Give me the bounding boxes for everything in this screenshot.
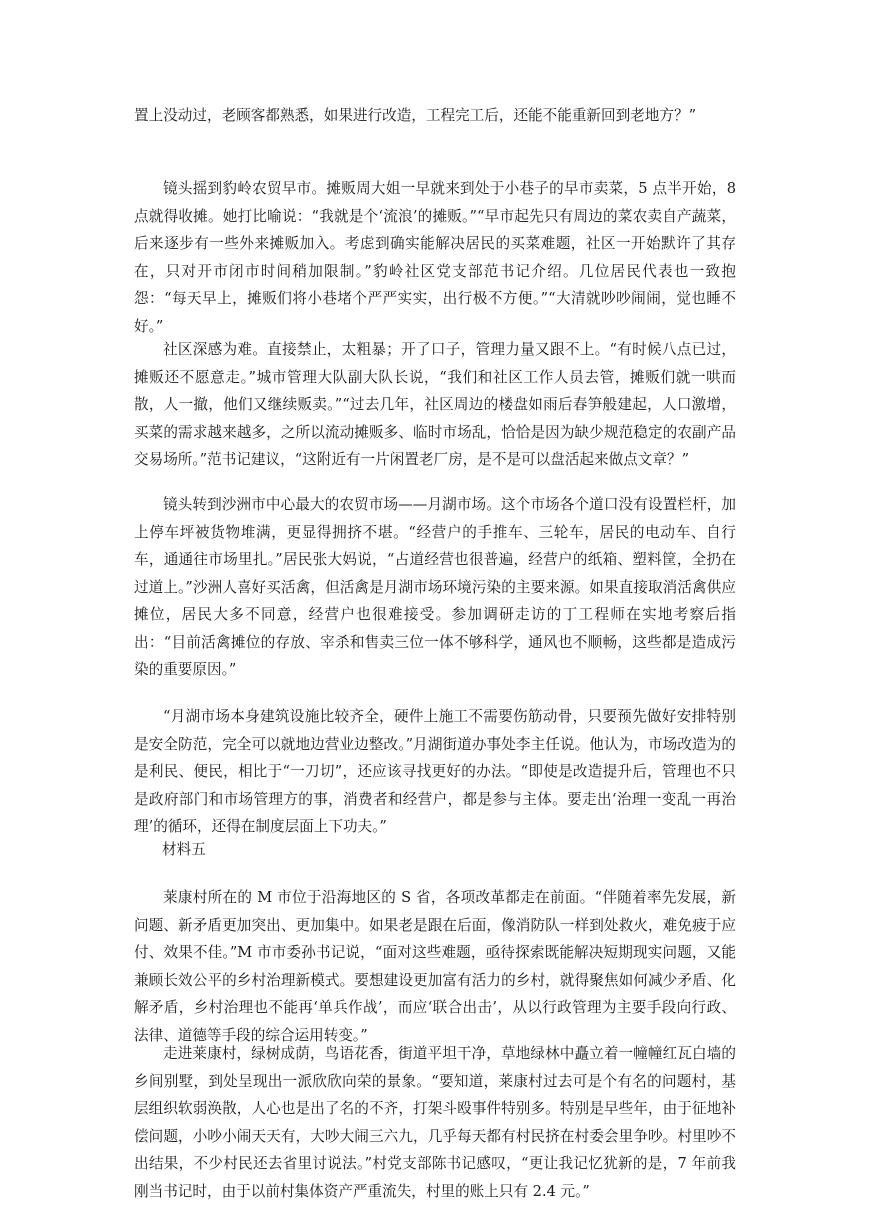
- paragraph-baoling-market: 镜头摇到豹岭农贸早市。摊贩周大姐一早就来到处于小巷子的早市卖菜，5 点半开始，8 点就得收摊。她打比喻说：“我就是个‘流浪’的摊贩。”“早市起先只有周边的菜农卖自产蔬菜，后来逐步有一些外来摊贩加入。考虑到确实能解决居民的买菜难题，社区一开始默许了其存在，只对开市闭市时间稍加限制。”豹岭社区党支部范书记介绍。几位居民代表也一致抱怨：“每天早上，摊贩们将小巷堵个严严实实，出行极不方便。”“大清就吵吵闹闹，觉也睡不好。”: [134, 180, 736, 335]
- paragraph-director-li: “月湖市场本身建筑设施比较齐全，硬件上施工不需要伤筋动骨，只要预先做好安排特别是安全防范，完全可以就地边营业边整改。”月湖街道办事处李主任说。他认为，市场改造为的是利民、便民，相比于“一刀切”，还应该寻找更好的办法。“即使是改造提升后，管理也不只是政府部门和市场管理方的事，消费者和经营户，都是参与主体。要走出‘治理一变乱一再治理’的循环，还得在制度层面上下功夫。”: [134, 708, 736, 835]
- paragraph-village-visit: 走进莱康村，绿树成荫，鸟语花香，街道平坦干净，草地绿林中矗立着一幢幢红瓦白墙的乡间别墅，到处呈现出一派欣欣向荣的景象。“要知道，莱康村过去可是个有名的问题村，基层组织软弱涣散，人心也是出了名的不齐，打架斗殴事件特别多。特别是早些年，由于征地补偿问题，小吵小闹天天有，大吵大闹三六九，几乎每天都有村民挤在村委会里争吵。村里吵不出结果，不少村民还去省里讨说法。”村党支部陈书记感叹，“更让我记忆犹新的是，7 年前我刚当书记时，由于以前村集体资产严重流失，村里的账上只有 2.4 元。”: [134, 1045, 736, 1200]
- section-heading-material-five: 材料五: [162, 841, 206, 858]
- paragraph-laikang-village: 莱康村所在的 M 市位于沿海地区的 S 省，各项改革都走在前面。“伴随着率先发展，新问题、新矛盾更加突出、更加集中。如果老是跟在后面，像消防队一样到处救火，难免疲于应付、效果不佳。”M 市市委孙书记说，“面对这些难题，亟待探索既能解决短期现实问题，又能兼顾长效公平的乡村治理新模式。要想建设更加富有活力的乡村，就得聚焦如何减少矛盾、化解矛盾，乡村治理也不能再‘单兵作战’，而应‘联合出击’，从以行政管理为主要手段向行政、法律、道德等手段的综合运用转变。”: [134, 889, 736, 1044]
- paragraph-community-difficulty: 社区深感为难。直接禁止，太粗暴；开了口子，管理力量又跟不上。“有时候八点已过，摊贩还不愿意走。”城市管理大队副大队长说，“我们和社区工作人员去管，摊贩们就一哄而散，人一撤，他们又继续贩卖。”“过去几年，社区周边的楼盘如雨后春笋般建起，人口激增，买菜的需求越来越多，之所以流动摊贩多、临时市场乱，恰恰是因为缺少规范稳定的农副产品交易场所。”范书记建议，“这附近有一片闲置老厂房，是不是可以盘活起来做点文章？”: [134, 341, 736, 468]
- paragraph-yuehu-market: 镜头转到沙洲市中心最大的农贸市场——月湖市场。这个市场各个道口没有设置栏杆，加上停车坪被货物堆满，更显得拥挤不堪。“经营户的手推车、三轮车，居民的电动车、自行车，通通往市场里扎。”居民张大妈说，“占道经营也很普遍，经营户的纸箱、塑料筐，全扔在过道上。”沙洲人喜好买活禽，但活禽是月湖市场环境污染的主要来源。如果直接取消活禽供应摊位，居民大多不同意，经营户也很难接受。参加调研走访的丁工程师在实地考察后指出：“目前活禽摊位的存放、宰杀和售卖三位一体不够科学，通风也不顺畅，这些都是造成污染的重要原因。”: [134, 496, 736, 678]
- paragraph-continuation: 置上没动过，老顾客都熟悉，如果进行改造，工程完工后，还能不能重新回到老地方？”: [134, 107, 697, 124]
